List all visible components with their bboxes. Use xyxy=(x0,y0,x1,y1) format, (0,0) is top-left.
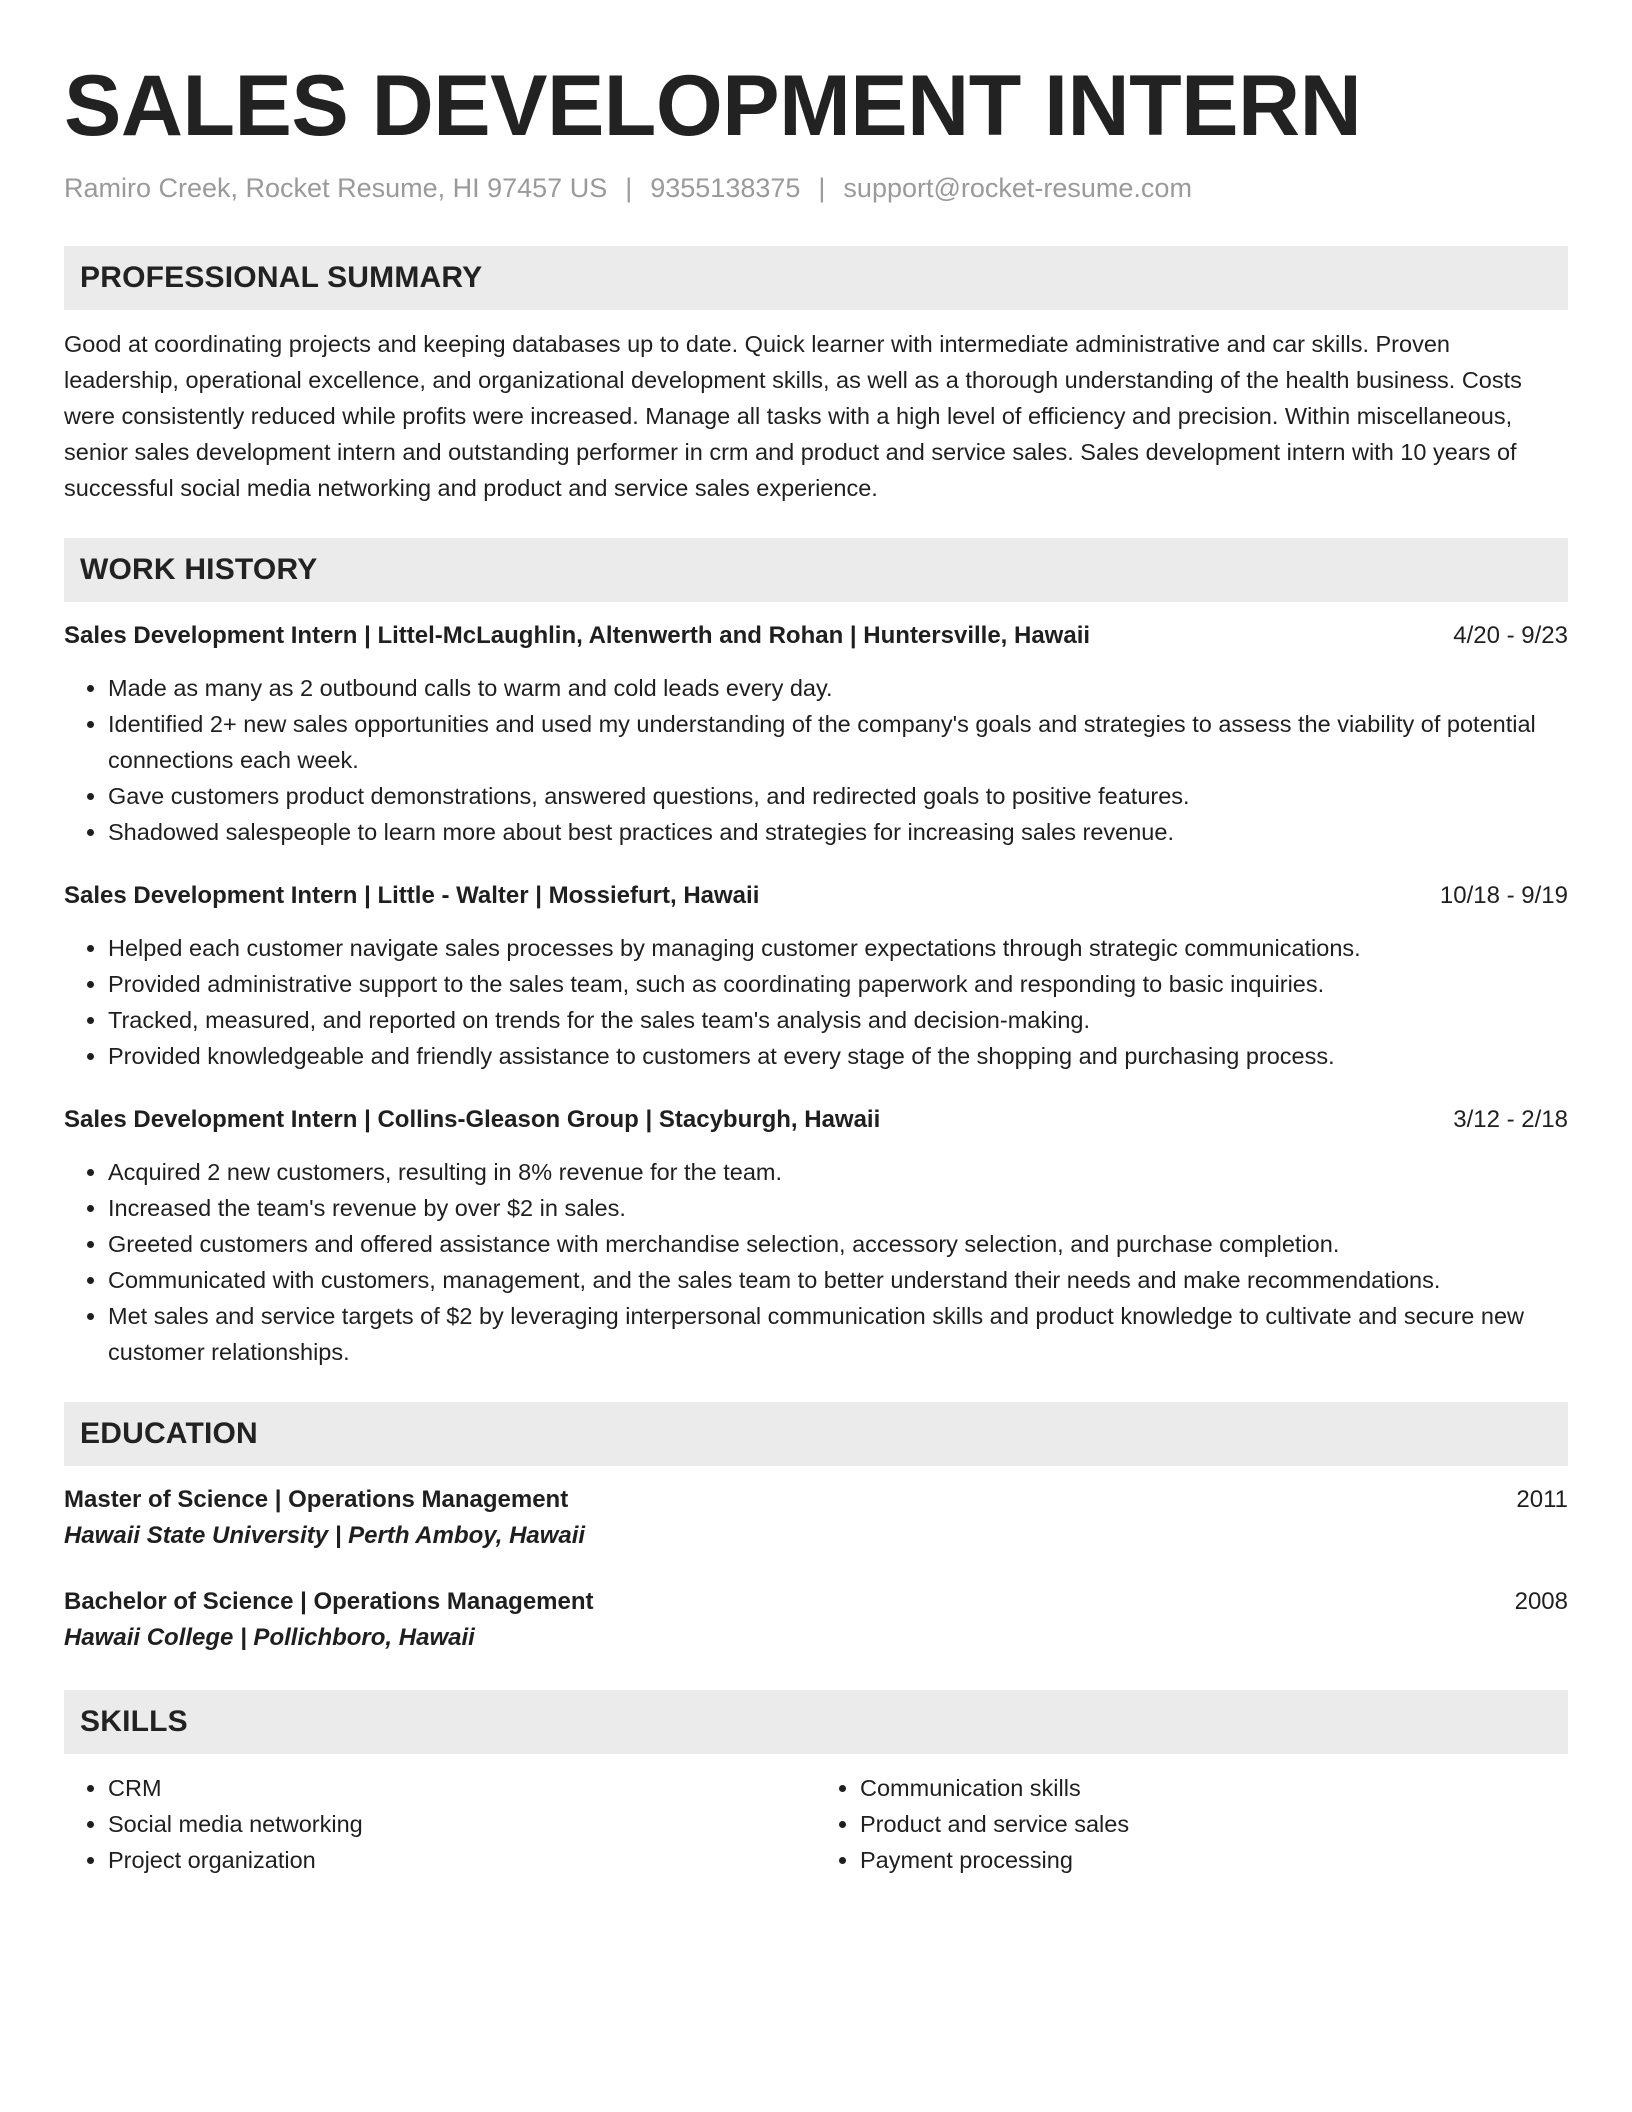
job-header xyxy=(64,618,1568,654)
job-header xyxy=(64,1102,1568,1138)
contact-phone: 9355138375 xyxy=(650,173,801,203)
skills-heading: SKILLS xyxy=(64,1690,1568,1754)
skill-item: • Social media networking xyxy=(108,1806,816,1842)
education-year: 2008 xyxy=(1514,1588,1568,1615)
job-entry xyxy=(64,618,1568,850)
education-entry xyxy=(64,1584,1568,1656)
work-history-heading: WORK HISTORY xyxy=(64,538,1568,602)
skill-item: • Communication skills xyxy=(860,1770,1568,1806)
skill-item: • CRM xyxy=(108,1770,816,1806)
skills-column-left xyxy=(64,1770,816,1878)
job-title: Sales Development Intern | Collins-Gleason Group | Stacyburgh, Hawaii xyxy=(64,1106,881,1133)
job-bullets xyxy=(64,930,1568,1074)
job-bullets xyxy=(64,1154,1568,1370)
job-bullet: • Identified 2+ new sales opportunities and used my understanding of the company's goals and strategies to assess the viability of potential connections each week. xyxy=(108,706,1568,778)
summary-heading: PROFESSIONAL SUMMARY xyxy=(64,246,1568,310)
job-bullet: • Provided knowledgeable and friendly assistance to customers at every stage of the shopping and purchasing process. xyxy=(108,1038,1568,1074)
contact-address: Ramiro Creek, Rocket Resume, HI 97457 US xyxy=(64,173,608,203)
job-title: Sales Development Intern | Littel-McLaughlin, Altenwerth and Rohan | Huntersville, Hawaii xyxy=(64,622,1091,649)
education-degree: Master of Science | Operations Management xyxy=(64,1486,569,1513)
contact-separator: | xyxy=(818,173,826,203)
contact-line xyxy=(64,170,1568,206)
resume-title: SALES DEVELOPMENT INTERN xyxy=(64,58,1362,154)
job-bullet: • Acquired 2 new customers, resulting in 8% revenue for the team. xyxy=(108,1154,1568,1190)
education-heading: EDUCATION xyxy=(64,1402,1568,1466)
education-degree: Bachelor of Science | Operations Management xyxy=(64,1588,594,1615)
job-dates: 10/18 - 9/19 xyxy=(1439,882,1568,909)
education-year: 2011 xyxy=(1516,1486,1568,1513)
job-entry xyxy=(64,878,1568,1074)
job-dates: 4/20 - 9/23 xyxy=(1453,622,1568,649)
job-bullet: • Met sales and service targets of $2 by leveraging interpersonal communication skills and product knowledge to cultivate and secure new customer relationships. xyxy=(108,1298,1568,1370)
job-bullet: • Greeted customers and offered assistance with merchandise selection, accessory selection, and purchase completion. xyxy=(108,1226,1568,1262)
skill-item: • Payment processing xyxy=(860,1842,1568,1878)
job-bullet: • Made as many as 2 outbound calls to warm and cold leads every day. xyxy=(108,670,1568,706)
education-header xyxy=(64,1482,1568,1518)
skills-column-right xyxy=(816,1770,1568,1878)
job-bullet: • Helped each customer navigate sales processes by managing customer expectations through strategic communications. xyxy=(108,930,1568,966)
education-school: Hawaii State University | Perth Amboy, Hawaii xyxy=(64,1522,586,1549)
job-entry xyxy=(64,1102,1568,1370)
job-bullet: • Gave customers product demonstrations, answered questions, and redirected goals to positive features. xyxy=(108,778,1568,814)
education-entry xyxy=(64,1482,1568,1554)
contact-separator: | xyxy=(625,173,633,203)
summary-text: Good at coordinating projects and keeping databases up to date. Quick learner with intermediate administrative and car skills. Proven leadership, operational excellence, and organizational development skills, as well as a thorough understanding of the health business. Costs were consistently reduced while profits were increased. Manage all tasks with a high level of efficiency and precision. Within miscellaneous, senior sales development intern and outstanding performer in crm and product and service sales. Sales development intern with 10 years of successful social media networking and product and service sales experience. xyxy=(64,331,1522,501)
education-school: Hawaii College | Pollichboro, Hawaii xyxy=(64,1624,475,1651)
skill-item: • Product and service sales xyxy=(860,1806,1568,1842)
job-bullet: • Tracked, measured, and reported on trends for the sales team's analysis and decision-making. xyxy=(108,1002,1568,1038)
job-header xyxy=(64,878,1568,914)
skills-list xyxy=(64,1770,1568,1878)
skill-item: • Project organization xyxy=(108,1842,816,1878)
job-title: Sales Development Intern | Little - Walter | Mossiefurt, Hawaii xyxy=(64,882,760,909)
job-bullet: • Increased the team's revenue by over $2 in sales. xyxy=(108,1190,1568,1226)
contact-email: support@rocket-resume.com xyxy=(843,173,1192,203)
job-bullets xyxy=(64,670,1568,850)
education-header xyxy=(64,1584,1568,1620)
job-bullet: • Shadowed salespeople to learn more about best practices and strategies for increasing sales revenue. xyxy=(108,814,1568,850)
job-bullet: • Communicated with customers, management, and the sales team to better understand their needs and make recommendations. xyxy=(108,1262,1568,1298)
job-bullet: • Provided administrative support to the sales team, such as coordinating paperwork and responding to basic inquiries. xyxy=(108,966,1568,1002)
job-dates: 3/12 - 2/18 xyxy=(1453,1106,1568,1133)
